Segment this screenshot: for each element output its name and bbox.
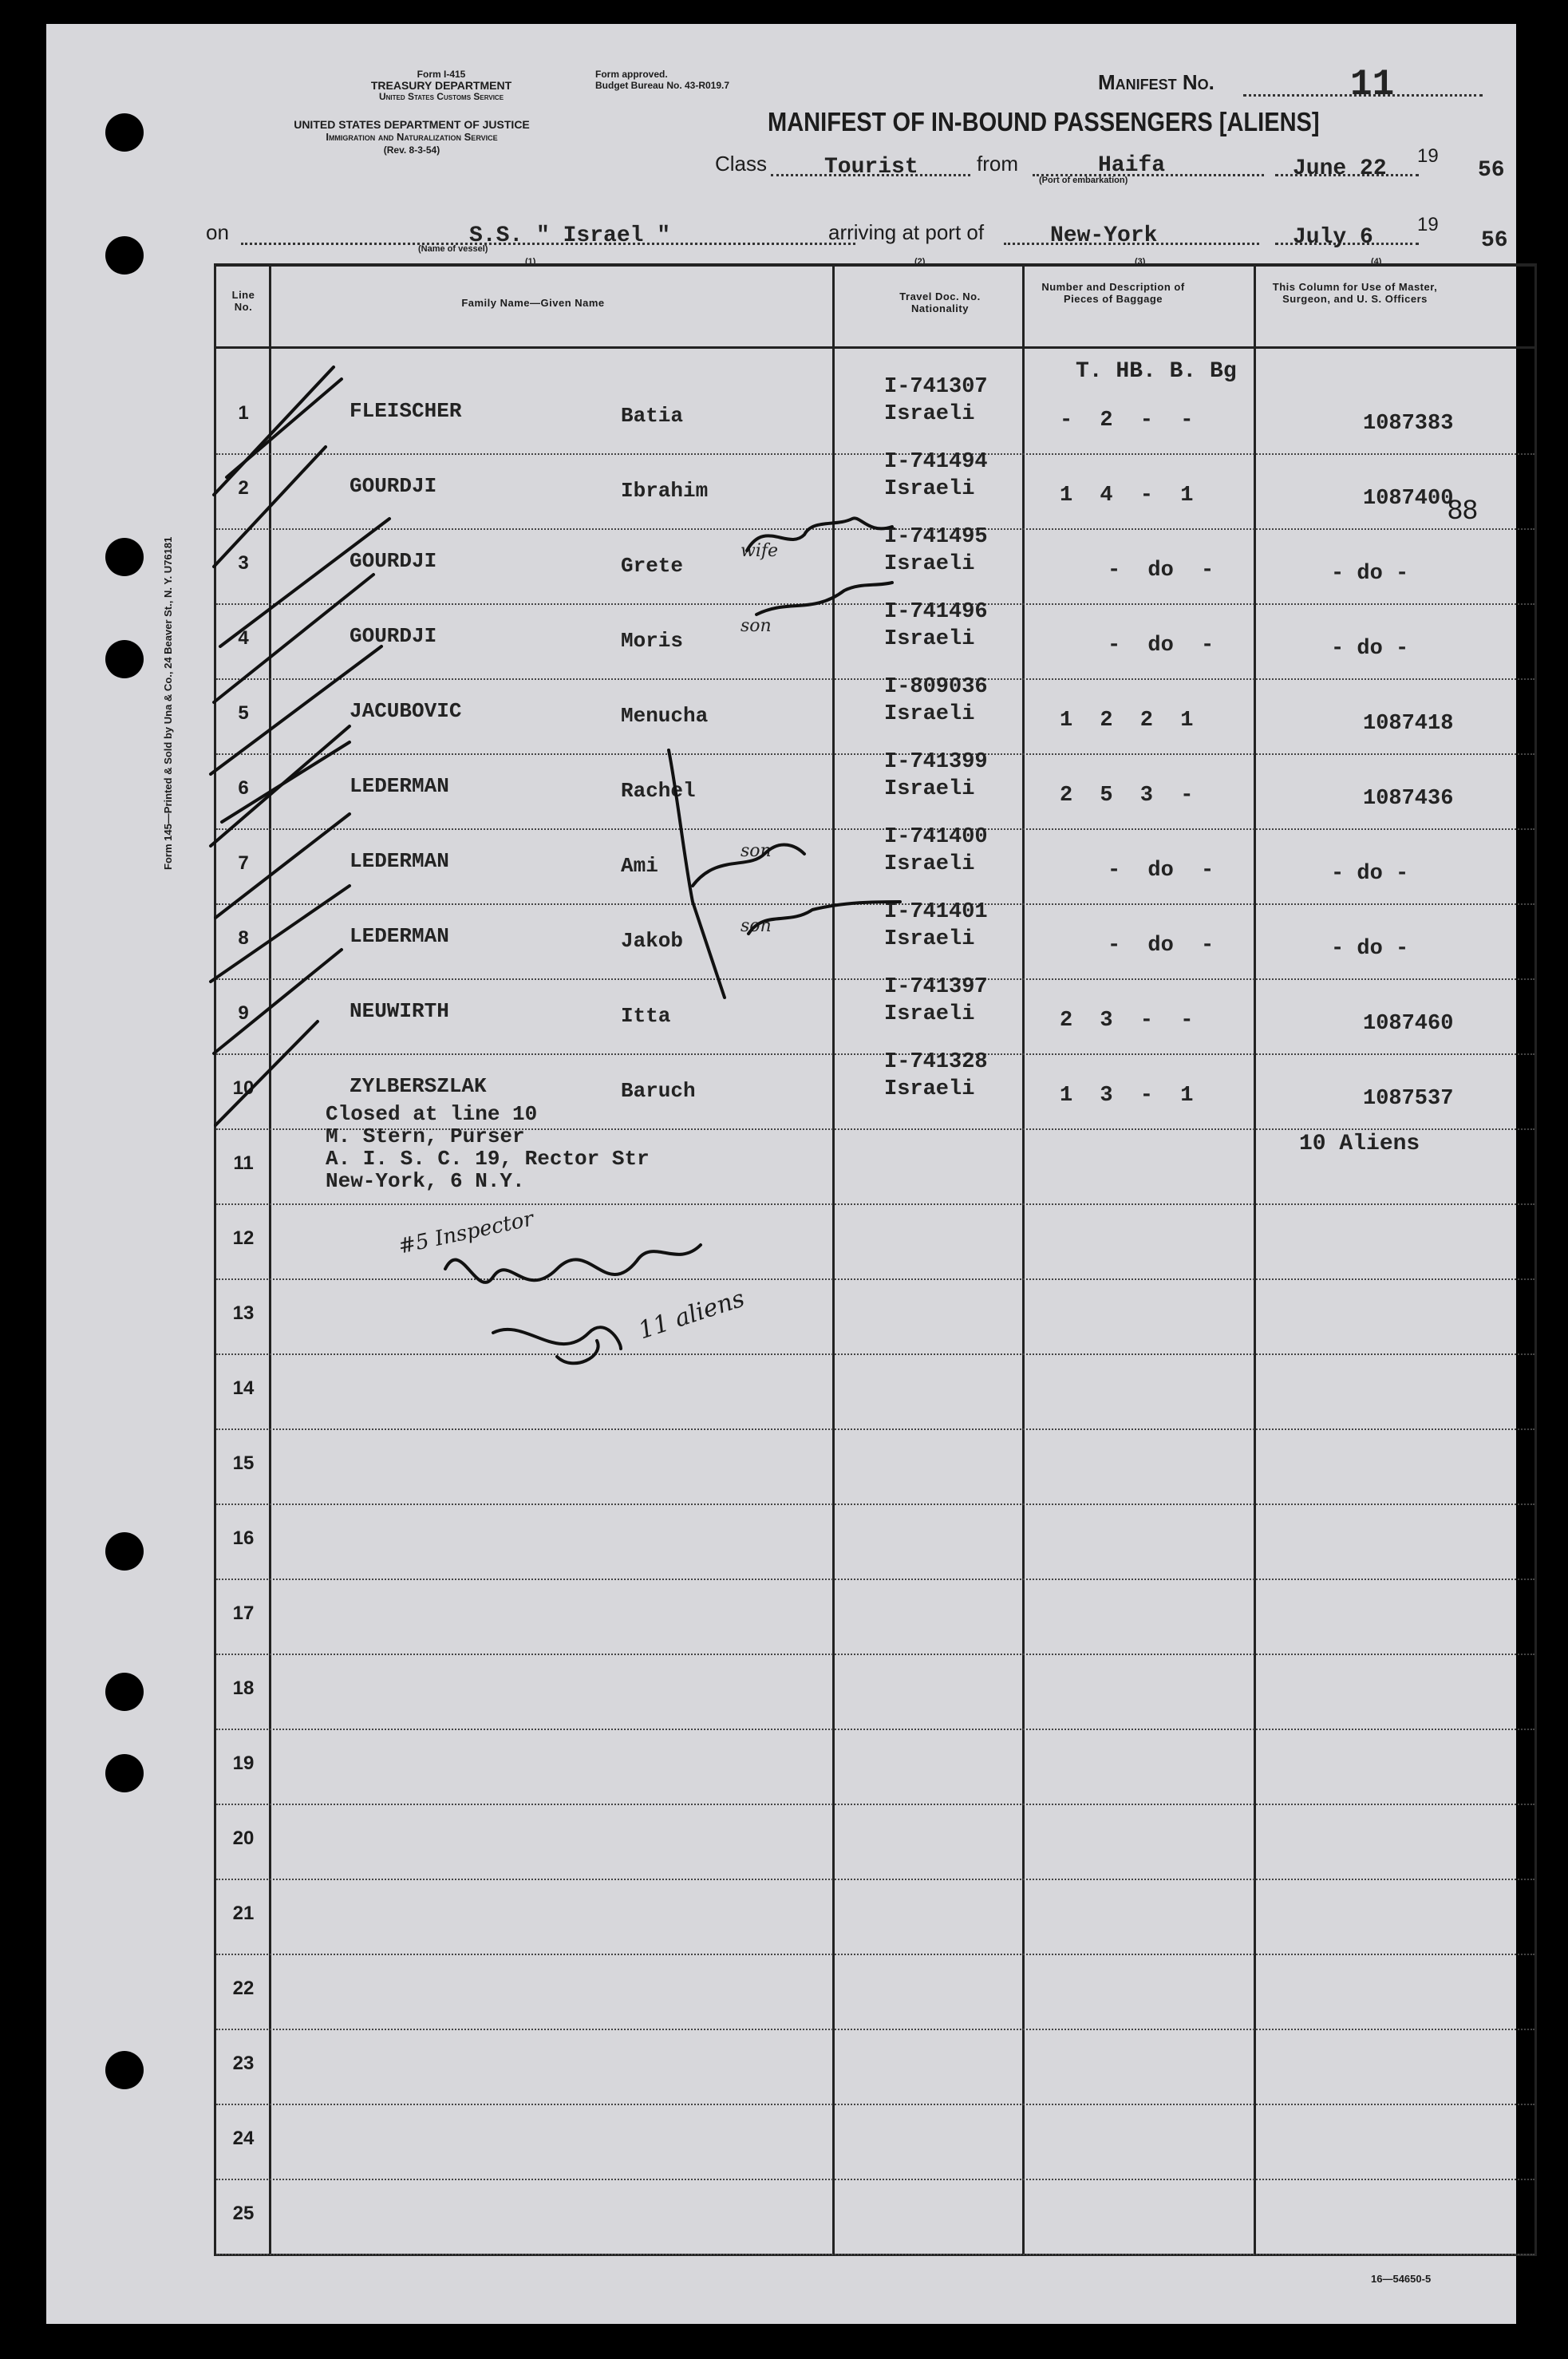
travel-doc-number: I-741494 — [884, 450, 988, 474]
line-number: 5 — [238, 702, 249, 724]
family-name: LEDERMAN — [350, 924, 449, 948]
budget-bureau: Budget Bureau No. 43-R019.7 — [595, 80, 730, 91]
line-number: 12 — [232, 1227, 255, 1249]
line-number: 23 — [232, 2053, 255, 2074]
given-name: Grete — [621, 554, 684, 578]
class-value: Tourist — [824, 155, 918, 180]
caption-3: (3) — [1135, 257, 1146, 267]
from-label: from — [977, 152, 1018, 176]
given-name: Moris — [621, 629, 684, 653]
relation-note: wife — [741, 541, 779, 561]
family-name: NEUWIRTH — [350, 999, 449, 1023]
line-number: 22 — [232, 1978, 255, 1999]
caption-4: (4) — [1371, 257, 1382, 267]
travel-doc-number: I-741495 — [884, 525, 988, 549]
on-label: on — [206, 220, 229, 244]
header-officers: This Column for Use of Master, Surgeon, and U. S. Officers — [1272, 281, 1438, 305]
travel-doc-number: I-741399 — [884, 750, 988, 774]
header-baggage: Number and Description of Pieces of Baggage — [1041, 281, 1185, 305]
given-name: Itta — [621, 1004, 671, 1028]
family-name: FLEISCHER — [350, 399, 462, 423]
year-prefix-1: 19 — [1417, 145, 1439, 167]
arrival-port: New-York — [1050, 223, 1158, 248]
line-number: 8 — [238, 927, 249, 949]
line-number: 2 — [238, 477, 249, 499]
from-value: Haifa — [1098, 153, 1166, 178]
header-line-no: Line No. — [231, 289, 255, 313]
baggage-count: 1 3 - 1 — [1060, 1084, 1194, 1108]
agent-address: A. I. S. C. 19, Rector Str — [326, 1147, 650, 1171]
officer-entry: 1087537 — [1363, 1087, 1454, 1111]
officer-entry: 1087436 — [1363, 787, 1454, 811]
line-number: 14 — [232, 1377, 255, 1399]
relation-note: son — [741, 916, 772, 936]
baggage-count: 1 4 - 1 — [1060, 484, 1194, 508]
header-name: Family Name—Given Name — [461, 297, 605, 309]
immigration-service: Immigration and Naturalization Service — [326, 131, 498, 143]
caption-2: (2) — [914, 257, 926, 267]
officer-entry: 1087400 — [1363, 487, 1454, 511]
given-name: Batia — [621, 404, 684, 428]
closing-line: Closed at line 10 — [326, 1102, 538, 1126]
travel-doc-number: I-741328 — [884, 1050, 988, 1074]
travel-doc-number: I-741397 — [884, 975, 988, 999]
nationality: Israeli — [884, 402, 975, 426]
family-name: GOURDJI — [350, 549, 437, 573]
officer-entry: 1087460 — [1363, 1012, 1454, 1036]
officer-entry: - do - — [1331, 637, 1409, 661]
family-name: GOURDJI — [350, 474, 437, 498]
baggage-count: 2 5 3 - — [1060, 784, 1194, 808]
footer-code: 16—54650-5 — [1371, 2273, 1432, 2285]
nationality: Israeli — [884, 552, 975, 576]
travel-doc-number: I-741307 — [884, 375, 988, 399]
margin-note: 88 — [1448, 495, 1478, 525]
line-number: 4 — [238, 627, 249, 649]
line-number: 19 — [232, 1752, 255, 1774]
line-number: 10 — [232, 1077, 255, 1099]
officer-entry: - do - — [1331, 937, 1409, 961]
nationality: Israeli — [884, 777, 975, 801]
baggage-count: 2 3 - - — [1060, 1009, 1194, 1033]
travel-doc-number: I-741400 — [884, 825, 988, 849]
baggage-count: - 2 - - — [1060, 409, 1194, 433]
baggage-count: - do - — [1108, 859, 1215, 883]
nationality: Israeli — [884, 477, 975, 501]
family-name: ZYLBERSZLAK — [350, 1074, 487, 1098]
line-number: 24 — [232, 2128, 255, 2149]
line-number: 17 — [232, 1602, 255, 1624]
baggage-count: - do - — [1108, 934, 1215, 958]
line-number: 15 — [232, 1452, 255, 1474]
vessel-name: S.S. " Israel " — [469, 223, 671, 248]
justice-department: UNITED STATES DEPARTMENT OF JUSTICE — [294, 118, 530, 131]
baggage-count: 1 2 2 1 — [1060, 709, 1194, 733]
nationality: Israeli — [884, 1077, 975, 1101]
department: TREASURY DEPARTMENT — [370, 79, 512, 92]
port-embarkation-caption: (Port of embarkation) — [1039, 176, 1128, 185]
caption-1: (1) — [525, 257, 536, 267]
officer-entry: - do - — [1331, 562, 1409, 586]
officer-entry: 1087383 — [1363, 412, 1454, 436]
year-departure: 56 — [1478, 158, 1505, 183]
baggage-legend: T. HB. B. Bg — [1076, 359, 1237, 384]
line-number: 11 — [233, 1152, 254, 1174]
date-departure: June 22 — [1293, 156, 1387, 181]
line-number: 3 — [238, 552, 249, 574]
officer-entry: - do - — [1331, 862, 1409, 886]
relation-note: son — [741, 616, 772, 636]
officer-entry: 1087418 — [1363, 712, 1454, 736]
line-number: 1 — [238, 402, 249, 424]
given-name: Ami — [621, 854, 658, 878]
arriving-label: arriving at port of — [828, 220, 985, 244]
given-name: Jakob — [621, 929, 684, 953]
line-number: 13 — [232, 1302, 255, 1324]
nationality: Israeli — [884, 627, 975, 651]
line-number: 16 — [232, 1527, 255, 1549]
nationality: Israeli — [884, 1002, 975, 1026]
purser-name: M. Stern, Purser — [326, 1124, 525, 1148]
side-print: Form 145—Printed & Sold by Una & Co., 24 Beaver St., N. Y. U76181 — [162, 536, 174, 870]
form-approved: Form approved. — [595, 69, 668, 80]
travel-doc-number: I-741401 — [884, 900, 988, 924]
handwritten-count: 11 aliens — [634, 1284, 748, 1345]
agent-city: New-York, 6 N.Y. — [326, 1169, 525, 1193]
nationality: Israeli — [884, 852, 975, 876]
total-aliens: 10 Aliens — [1299, 1132, 1420, 1156]
family-name: LEDERMAN — [350, 774, 449, 798]
handwritten-marks — [46, 24, 1516, 2324]
manifest-title: MANIFEST OF IN-BOUND PASSENGERS [ALIENS] — [768, 107, 1320, 136]
given-name: Baruch — [621, 1079, 696, 1103]
nationality: Israeli — [884, 702, 975, 726]
manifest-paper — [46, 24, 1516, 2324]
line-number: 7 — [238, 852, 249, 874]
line-number: 18 — [232, 1677, 255, 1699]
given-name: Ibrahim — [621, 479, 709, 503]
customs-service: United States Customs Service — [378, 91, 504, 102]
manifest-number: 11 — [1350, 64, 1395, 105]
given-name: Rachel — [621, 779, 696, 803]
date-arrival: July 6 — [1293, 225, 1373, 250]
header-travel-doc: Travel Doc. No. Nationality — [899, 290, 981, 314]
line-number: 25 — [232, 2203, 255, 2224]
given-name: Menucha — [621, 704, 709, 728]
class-label: Class — [715, 152, 768, 176]
form-number: Form I-415 — [417, 69, 466, 80]
family-name: JACUBOVIC — [350, 699, 462, 723]
vessel-caption: (Name of vessel) — [418, 244, 488, 254]
revision: (Rev. 8-3-54) — [383, 144, 440, 156]
baggage-count: - do - — [1108, 634, 1215, 658]
travel-doc-number: I-809036 — [884, 675, 988, 699]
year-arrival: 56 — [1481, 228, 1508, 253]
line-number: 20 — [232, 1828, 255, 1849]
travel-doc-number: I-741496 — [884, 600, 988, 624]
manifest-label: Manifest No. — [1098, 70, 1215, 94]
year-prefix-2: 19 — [1417, 214, 1439, 235]
handwritten-inspector: #5 Inspector — [396, 1207, 536, 1259]
line-number: 21 — [232, 1903, 255, 1924]
family-name: LEDERMAN — [350, 849, 449, 873]
nationality: Israeli — [884, 927, 975, 951]
relation-note: son — [741, 841, 772, 861]
line-number: 9 — [238, 1002, 249, 1024]
family-name: GOURDJI — [350, 624, 437, 648]
baggage-count: - do - — [1108, 559, 1215, 583]
line-number: 6 — [238, 777, 249, 799]
